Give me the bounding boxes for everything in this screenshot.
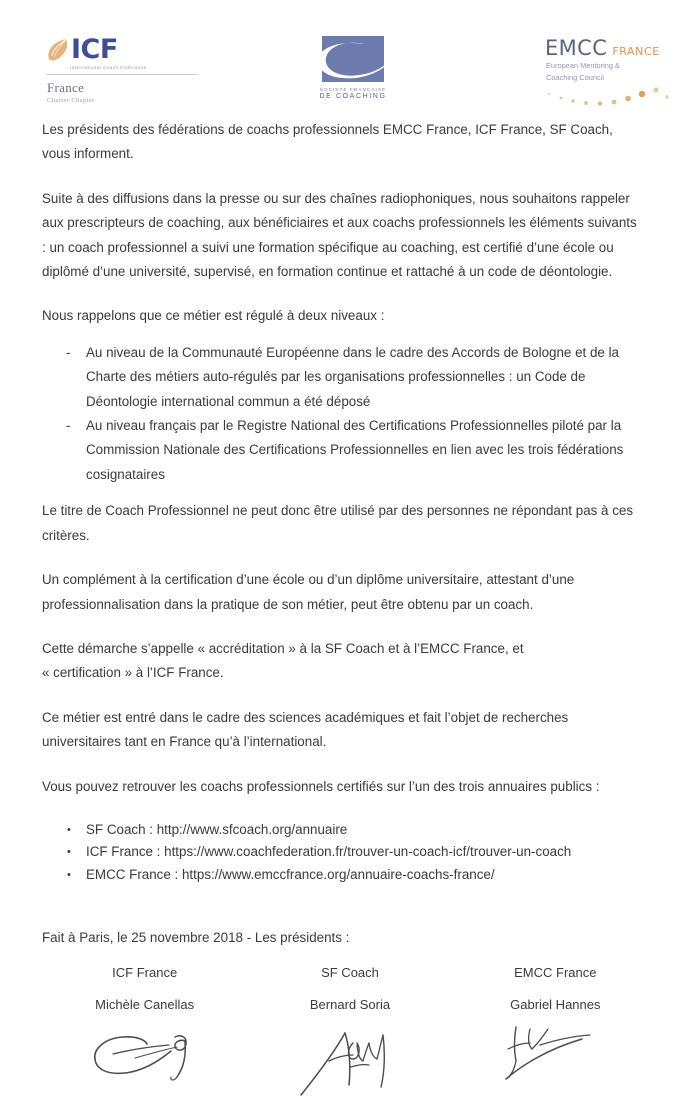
handwritten-signature-canellas-icon xyxy=(85,1021,205,1091)
directory-link-sfcoach[interactable]: SF Coach : http://www.sfcoach.org/annuaire xyxy=(86,821,348,837)
sf-coach-logo xyxy=(305,36,401,100)
sf-coach-line1: SOCIETE FRANCAISE xyxy=(319,87,387,92)
paragraph-title-protection: Le titre de Coach Professionnel ne peut donc être utilisé par des personnes ne répondant pas à ces critères. xyxy=(42,503,634,543)
paragraph-directories-intro: Vous pouvez retrouver les coachs professionnels certifiés sur l’un des trois annuaires publics : xyxy=(42,778,600,794)
signature-column-sfcoach xyxy=(247,963,452,983)
icf-france-logo xyxy=(46,33,226,104)
bullet-marker: • xyxy=(67,846,71,859)
signature-ink-icf xyxy=(42,1015,247,1107)
spacer xyxy=(0,755,700,775)
list-item-text: Au niveau de la Communauté Européenne dans le cadre des Accords de Bologne et de la Charte des métiers auto-régulés par les organisations professionnelles : un Code de Déontologie international commun a été déposé xyxy=(86,344,620,409)
signature-row-ink xyxy=(42,1015,658,1107)
sf-coach-line2: DE COACHING xyxy=(319,93,387,100)
signature-row-orgs xyxy=(42,963,658,983)
spacer xyxy=(0,487,700,499)
emcc-wordmark: EMCC xyxy=(545,36,608,60)
emcc-logo-top xyxy=(545,38,680,59)
signature-column-emcc-name xyxy=(453,995,658,1015)
dash-marker: - xyxy=(66,418,71,434)
dash-marker: - xyxy=(66,344,71,360)
spacer xyxy=(0,329,700,341)
icf-country-label: France xyxy=(47,80,85,95)
emcc-tagline-line2: Coaching Council xyxy=(546,72,604,82)
signature-intro: Fait à Paris, le 25 novembre 2018 - Les présidents : xyxy=(42,930,350,946)
spacer xyxy=(0,167,700,187)
spacer xyxy=(0,686,700,706)
signature-column-icf xyxy=(42,963,247,983)
signature-column-sfcoach-name xyxy=(247,995,452,1015)
icf-full-name: International Coach Federation xyxy=(70,65,147,70)
list-item xyxy=(66,341,644,414)
signature-ink-emcc xyxy=(453,1015,658,1107)
emcc-tagline-line1: European Mentoring & xyxy=(546,61,620,70)
bullet-marker: • xyxy=(67,868,71,881)
spacer xyxy=(0,799,700,819)
paragraph-academic: Ce métier est entré dans le cadre des sciences académiques et fait l’objet de recherches universitaires tant en France qu’à l’international. xyxy=(42,709,569,750)
signature-ink-sfcoach xyxy=(247,1015,452,1107)
spacer xyxy=(0,983,700,995)
accreditation-line1: Cette démarche s’appelle « accréditation » à la SF Coach et à l’EMCC France, et xyxy=(42,640,524,656)
directory-link-emcc[interactable]: EMCC France : https://www.emccfrance.org/annuaire-coachs-france/ xyxy=(86,866,495,882)
handwritten-signature-hannes-icon xyxy=(500,1021,610,1091)
logo-header xyxy=(0,0,700,118)
list-item xyxy=(67,864,658,887)
signatory-name: Michèle Canellas xyxy=(95,996,195,1012)
icf-logo-top xyxy=(46,33,226,63)
spacer xyxy=(0,886,700,926)
accreditation-line2: « certification » à l’ICF France. xyxy=(42,665,224,681)
list-item xyxy=(67,819,658,842)
letter-body xyxy=(0,118,700,1107)
list-item xyxy=(67,841,658,864)
bullet-marker: • xyxy=(67,823,71,836)
icf-wordmark: ICF xyxy=(71,34,118,65)
directories-list xyxy=(0,819,700,887)
signature-column-icf-name xyxy=(42,995,247,1015)
emcc-dots-decoration xyxy=(539,85,679,111)
signature-org-label: SF Coach xyxy=(321,964,379,980)
spacer xyxy=(0,617,700,637)
signature-org-label: ICF France xyxy=(112,964,178,980)
paragraph-accreditation xyxy=(42,637,644,686)
paragraph-intro: Les présidents des fédérations de coachs professionnels EMCC France, ICF France, SF Coach, vous informent. xyxy=(42,122,613,162)
signatory-name: Bernard Soria xyxy=(309,996,391,1012)
list-item xyxy=(66,414,644,487)
icf-flame-icon xyxy=(46,37,70,63)
paragraph-complement: Un complément à la certification d’une école ou d’un diplôme universitaire, attestant d’une professionnalisation dans la pratique de son métier, peut être obtenu par un coach. xyxy=(42,572,575,612)
spacer xyxy=(0,548,700,568)
regulation-levels-list xyxy=(0,341,700,487)
sf-coach-square-icon xyxy=(322,36,384,82)
icf-chapter-label: Charter Chapter xyxy=(47,97,95,104)
paragraph-context: Suite à des diffusions dans la presse ou sur des chaînes radiophoniques, nous souhaitons rappeler aux prescripteurs de coaching, aux bénéficiaires et aux coachs professionnels les éléments suivants : un coach professionnel a suivi une formation spécifique au coaching, est certifié d’une école ou diplômé d’une université, supervisé, en formation continue et rattaché à un code de déontologie. xyxy=(42,190,637,280)
directory-link-icf[interactable]: ICF France : https://www.coachfederation.fr/trouver-un-coach-icf/trouver-un-coach xyxy=(86,844,572,860)
emcc-france-logo xyxy=(545,38,680,116)
spacer xyxy=(0,951,700,963)
list-item-text: Au niveau français par le Registre National des Certifications Professionnelles piloté par la Commission Nationale des Certifications Professionnelles en lien avec les trois fédérations cosignataires xyxy=(86,418,624,482)
signature-org-label: EMCC France xyxy=(514,964,597,980)
emcc-country-label: FRANCE xyxy=(612,45,660,58)
signature-column-emcc xyxy=(453,963,658,983)
handwritten-signature-soria-icon xyxy=(295,1021,405,1101)
spacer xyxy=(0,284,700,304)
signatory-name: Gabriel Hannes xyxy=(510,996,601,1012)
icf-divider xyxy=(46,74,198,75)
paragraph-regulation-intro: Nous rappelons que ce métier est régulé à deux niveaux : xyxy=(42,308,385,324)
signature-row-names xyxy=(42,995,658,1015)
